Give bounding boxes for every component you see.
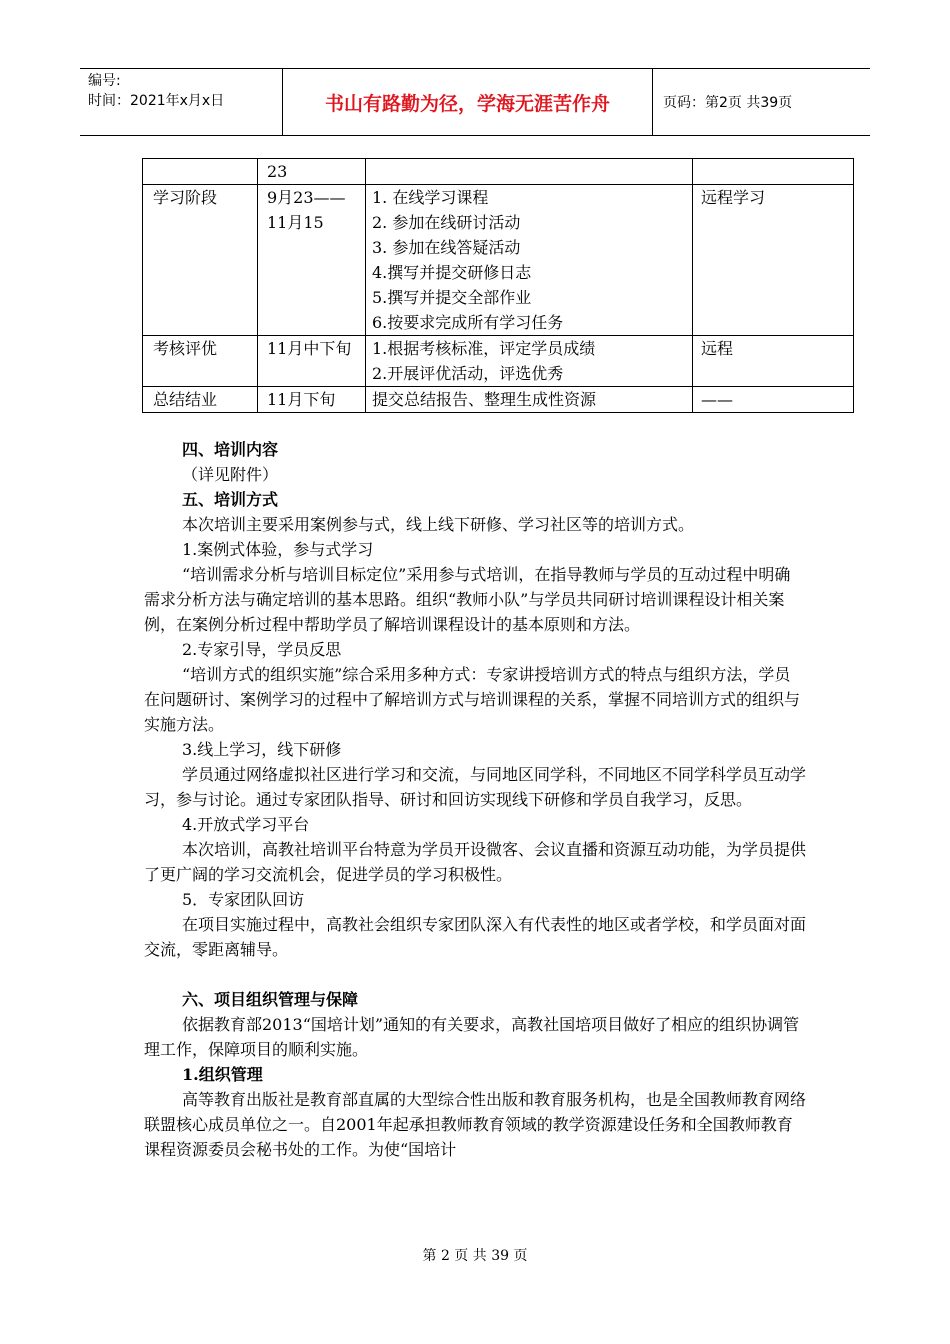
page-footer: 第 2 页 共 39 页 (422, 1248, 528, 1264)
section-4-note: （详见附件） (182, 465, 279, 484)
phase-cell: 考核评优 (143, 336, 258, 387)
method-5-text: 在项目实施过程中，高教社会组织专家团队深入有代表性的地区或者学校，和学员面对面交流，零距离辅导。 (144, 915, 807, 959)
time-label: 时间：2021年x月x日 (88, 93, 225, 109)
method-3-text: 学员通过网络虚拟社区进行学习和交流，与同地区同学科，不同地区不同学科学员互动学习，参与讨论。通过专家团队指导、研讨和回访实现线下研修和学员自我学习，反思。 (144, 765, 807, 809)
spacer (144, 962, 806, 987)
method-2-title: 2.专家引导，学员反思 (182, 640, 342, 659)
content-cell (366, 336, 693, 387)
content-cell (366, 159, 693, 185)
table-row (143, 185, 854, 336)
phase-cell (143, 159, 258, 185)
content-line: 2. 参加在线研讨活动 (372, 213, 521, 232)
method-2-text: “培训方式的组织实施”综合采用多种方式：专家讲授培训方式的特点与组织方法，学员在问题研讨、案例学习的过程中了解培训方式与培训课程的关系，掌握不同培训方式的组织与实施方法。 (144, 665, 801, 734)
method-1-text: “培训需求分析与培训目标定位”采用参与式培训，在指导教师与学员的互动过程中明确需求分析方法与确定培训的基本思路。组织“教师小队”与学员共同研讨培训课程设计相关案例，在案例分析过程中帮助学员了解培训课程设计的基本原则和方法。 (144, 565, 791, 634)
phase-cell: 总结结业 (143, 387, 258, 413)
content-cell (366, 185, 693, 336)
schedule-table (142, 158, 854, 413)
method-1-title: 1.案例式体验，参与式学习 (182, 540, 374, 559)
method-4-title: 4.开放式学习平台 (182, 815, 310, 834)
time-cell: 11月中下旬 (258, 336, 366, 387)
table-row (143, 159, 854, 185)
org-text: 高等教育出版社是教育部直属的大型综合性出版和教育服务机构，也是全国教师教育网络联盟核心成员单位之一。自2001年起承担教师教育领域的教学资源建设任务和全国教师教育课程资源委员会秘书处的工作。为使“国培计 (144, 1090, 807, 1159)
time-cell: 9月23——11月15 (258, 185, 366, 336)
time-cell: 23 (258, 159, 366, 185)
section-6-intro: 依据教育部2013“国培计划”通知的有关要求，高教社国培项目做好了相应的组织协调管理工作，保障项目的顺利实施。 (144, 1015, 800, 1059)
header-motto: 书山有路勤为径，学海无涯苦作舟 (283, 69, 653, 135)
method-5-title: 5．专家团队回访 (182, 890, 305, 909)
content-line: 2.开展评优活动，评选优秀 (372, 364, 564, 383)
document-body (144, 437, 806, 1162)
mode-cell (693, 159, 854, 185)
content-line: 4.撰写并提交研修日志 (372, 263, 532, 282)
header-page-info: 页码：第2页 共39页 (663, 95, 793, 111)
phase-cell: 学习阶段 (143, 185, 258, 336)
content-line: 6.按要求完成所有学习任务 (372, 313, 564, 332)
number-label: 编号: (88, 73, 121, 89)
section-5-intro: 本次培训主要采用案例参与式，线上线下研修、学习社区等的培训方式。 (182, 515, 695, 534)
method-4-text: 本次培训，高教社培训平台特意为学员开设微客、会议直播和资源互动功能，为学员提供了更广阔的学习交流机会，促进学员的学习积极性。 (144, 840, 807, 884)
mode-cell: 远程学习 (693, 185, 854, 336)
org-title: 1.组织管理 (182, 1065, 263, 1084)
content-line: 1. 在线学习课程 (372, 188, 489, 207)
section-6-title: 六、项目组织管理与保障 (182, 990, 359, 1009)
content-line: 3. 参加在线答疑活动 (372, 238, 521, 257)
table-row (143, 387, 854, 413)
page-header (80, 68, 870, 136)
content-line: 1.根据考核标准，评定学员成绩 (372, 339, 596, 358)
content-cell: 提交总结报告、整理生成性资源 (366, 387, 693, 413)
section-5-title: 五、培训方式 (182, 490, 279, 509)
content-line: 5.撰写并提交全部作业 (372, 288, 532, 307)
header-meta (80, 69, 283, 135)
mode-cell: —— (693, 387, 854, 413)
table-row (143, 336, 854, 387)
section-4-title: 四、培训内容 (182, 440, 279, 459)
time-cell: 11月下旬 (258, 387, 366, 413)
mode-cell: 远程 (693, 336, 854, 387)
method-3-title: 3.线上学习，线下研修 (182, 740, 342, 759)
